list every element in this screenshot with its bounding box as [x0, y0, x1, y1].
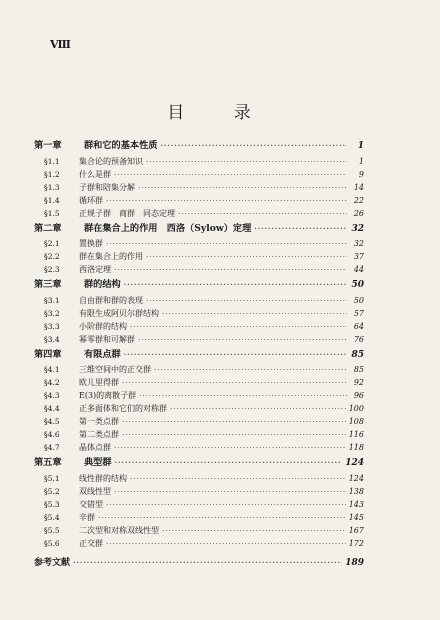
toc-section-row[interactable]: [34, 294, 364, 307]
toc-entry-number: §1.1: [44, 156, 60, 166]
dot-leader: [114, 169, 347, 182]
toc-entry-title: 自由群和群的表现: [79, 295, 143, 305]
toc-page-number: 143: [348, 499, 364, 509]
toc-chapter-row[interactable]: [34, 220, 364, 238]
toc-page-number: 145: [348, 512, 364, 522]
toc-section-row[interactable]: [34, 537, 364, 550]
dot-leader: [130, 321, 347, 334]
toc-entry-number: 第三章: [34, 279, 62, 290]
roman-page-number: Ⅷ: [50, 38, 70, 51]
toc-section-row[interactable]: [34, 524, 364, 537]
toc-section-row[interactable]: [34, 363, 364, 376]
toc-entry-title: 小阶群的结构: [79, 321, 127, 331]
toc-references-row[interactable]: [34, 556, 364, 569]
toc-entry-title: 正规子群 商群 同态定理: [79, 208, 175, 218]
toc-entry-title: 第二类点群: [79, 430, 119, 439]
toc-section-row[interactable]: [34, 181, 364, 194]
dot-leader: [122, 416, 346, 429]
toc-entry-number: §3.3: [44, 321, 60, 331]
toc-page-number: 124: [345, 458, 364, 468]
toc-section-row[interactable]: [34, 472, 364, 485]
toc-section-row[interactable]: [34, 376, 364, 389]
toc-entry-number: §1.5: [44, 208, 60, 218]
dot-leader: [254, 220, 347, 238]
toc-section-row[interactable]: [34, 155, 364, 168]
toc-page-number: 50: [353, 295, 364, 305]
dot-leader: [161, 137, 348, 155]
toc-entry-number: §5.4: [44, 512, 60, 522]
dot-leader: [114, 486, 346, 499]
toc-entry-number: 第一章: [34, 140, 62, 151]
toc-entry-number: §4.2: [44, 378, 60, 387]
toc-section-row[interactable]: [34, 428, 364, 441]
toc-page-number: 14: [353, 182, 364, 192]
toc-page-number: 118: [348, 443, 364, 452]
toc-page-number: 50: [351, 280, 364, 290]
toc-page-number: 37: [353, 252, 364, 261]
toc-page-number: 189: [345, 557, 364, 568]
toc-page-number: 167: [348, 525, 364, 535]
toc-entry-title: 晶体点群: [79, 443, 111, 452]
toc-entry-number: §1.2: [44, 169, 60, 179]
toc-entry-number: 第二章: [34, 222, 62, 234]
toc-page-number: 22: [353, 195, 364, 205]
dot-leader: [162, 525, 346, 538]
dot-leader: [170, 403, 346, 416]
toc-page-number: 57: [353, 308, 364, 318]
toc-entry-title: 集合论的预备知识: [79, 156, 143, 166]
toc-chapter-row[interactable]: [34, 346, 364, 364]
toc-entry-number: §1.4: [44, 195, 60, 205]
dot-leader: [122, 377, 347, 390]
toc-entry-number: §3.1: [44, 295, 60, 305]
toc-page-number: 9: [358, 169, 364, 179]
toc-section-row[interactable]: [34, 415, 364, 428]
toc-page-number: 172: [348, 538, 364, 548]
toc-entry-number: §4.5: [44, 417, 60, 426]
dot-leader: [146, 251, 347, 264]
toc-section-row[interactable]: [34, 237, 364, 250]
toc-entry-number: §2.1: [44, 239, 60, 248]
toc-entry-title: 群和它的基本性质: [84, 140, 158, 151]
toc-section-row[interactable]: [34, 250, 364, 263]
dot-leader: [154, 364, 347, 377]
toc-chapter-row[interactable]: [34, 276, 364, 294]
toc-section-row[interactable]: [34, 333, 364, 346]
toc-page-number: 85: [351, 349, 364, 360]
toc-page-number: 124: [348, 473, 364, 483]
toc-entry-title: 子群和陪集分解: [79, 182, 135, 192]
toc-entry-title: 有限生成阿贝尔群结构: [79, 308, 159, 318]
toc-entry-number: §5.5: [44, 525, 60, 535]
toc-entry-number: §2.3: [44, 265, 60, 274]
toc-section-row[interactable]: [34, 498, 364, 511]
toc-chapter-row[interactable]: [34, 454, 364, 472]
toc-entry-title: 群在集合上的作用 西洛（Sylow）定理: [84, 222, 252, 234]
dot-leader: [162, 308, 347, 321]
toc-entry-title: 三维空间中的正交群: [79, 365, 151, 374]
toc-section-row[interactable]: [34, 402, 364, 415]
toc-section-row[interactable]: [34, 511, 364, 524]
toc-entry-title: 二次型和对称双线性型: [79, 525, 159, 535]
toc-entry-number: §4.4: [44, 404, 60, 413]
toc-page-number: 44: [353, 265, 364, 274]
toc-entry-title: 西洛定理: [79, 265, 111, 274]
toc-entry-title: 幂零群和可解群: [79, 334, 135, 344]
toc-page-number: 108: [348, 417, 364, 426]
toc-entry-title: 线性群的结构: [79, 473, 127, 483]
toc-page-number: 138: [348, 486, 364, 496]
toc-entry-title: 第一类点群: [79, 417, 119, 426]
page-title: 目 录: [167, 103, 273, 123]
toc-entry-number: §5.3: [44, 499, 60, 509]
toc-page-number: 1: [358, 156, 364, 166]
toc-entry-number: §4.1: [44, 365, 60, 374]
toc-entry-title: E(3)的离散子群: [79, 391, 137, 400]
toc-entry-title: 正交群: [79, 538, 103, 548]
dot-leader: [115, 454, 343, 472]
toc-entry-number: 第四章: [34, 348, 62, 360]
dot-leader: [124, 346, 347, 364]
toc-entry-title: 交错型: [79, 499, 103, 509]
toc-entry-title: 群在集合上的作用: [79, 252, 143, 261]
toc-page-number: 92: [353, 378, 364, 387]
toc-entry-title: 参考文献: [34, 557, 71, 568]
toc-chapter-row[interactable]: [34, 137, 364, 155]
toc-page-number: 26: [353, 208, 364, 218]
toc-section-row[interactable]: [34, 485, 364, 498]
toc-page-number: 96: [353, 391, 364, 400]
toc-entry-title: 循环群: [79, 195, 103, 205]
dot-leader: [130, 473, 346, 486]
toc-section-row[interactable]: [34, 307, 364, 320]
toc-entry-title: 典型群: [84, 457, 112, 468]
toc-section-row[interactable]: [34, 194, 364, 207]
dot-leader: [124, 276, 347, 294]
toc-entry-number: §4.6: [44, 430, 60, 439]
toc-section-row[interactable]: [34, 389, 364, 402]
toc-page-number: 32: [353, 239, 364, 248]
toc-entry-number: §3.4: [44, 334, 60, 344]
dot-leader: [146, 156, 347, 169]
toc-section-row[interactable]: [34, 207, 364, 220]
toc-entry-number: §5.6: [44, 538, 60, 548]
dot-leader: [138, 182, 347, 195]
dot-leader: [106, 538, 346, 551]
dot-leader: [122, 429, 346, 442]
toc-entry-number: §4.7: [44, 443, 60, 452]
toc-entry-title: 置换群: [79, 239, 103, 248]
table-of-contents: [34, 137, 364, 569]
toc-page-number: 100: [348, 404, 364, 413]
toc-page-number: 32: [351, 223, 364, 234]
toc-page-number: 76: [353, 334, 364, 344]
toc-entry-number: §2.2: [44, 252, 60, 261]
toc-entry-title: 有限点群: [84, 348, 121, 360]
toc-entry-number: §4.3: [44, 391, 60, 400]
toc-entry-title: 正多面体和它们的对称群: [79, 404, 167, 413]
toc-entry-number: 第五章: [34, 457, 62, 468]
dot-leader: [146, 295, 347, 308]
toc-page-number: 116: [348, 430, 364, 439]
dot-leader: [139, 390, 347, 403]
toc-section-row[interactable]: [34, 441, 364, 454]
dot-leader: [106, 499, 346, 512]
toc-entry-title: 辛群: [79, 512, 95, 522]
toc-entry-number: §5.1: [44, 473, 60, 483]
toc-page-number: 85: [353, 365, 364, 374]
toc-entry-title: 什么是群: [79, 169, 111, 179]
toc-entry-number: §3.2: [44, 308, 60, 318]
toc-page-number: 1: [357, 141, 364, 151]
toc-entry-title: 欧儿里得群: [79, 378, 119, 387]
toc-entry-number: §1.3: [44, 182, 60, 192]
toc-section-row[interactable]: [34, 320, 364, 333]
toc-section-row[interactable]: [34, 168, 364, 181]
toc-section-row[interactable]: [34, 263, 364, 276]
toc-entry-title: 双线性型: [79, 486, 111, 496]
toc-entry-title: 群的结构: [84, 279, 121, 290]
toc-page-number: 64: [353, 321, 364, 331]
dot-leader: [73, 556, 342, 569]
toc-entry-number: §5.2: [44, 486, 60, 496]
